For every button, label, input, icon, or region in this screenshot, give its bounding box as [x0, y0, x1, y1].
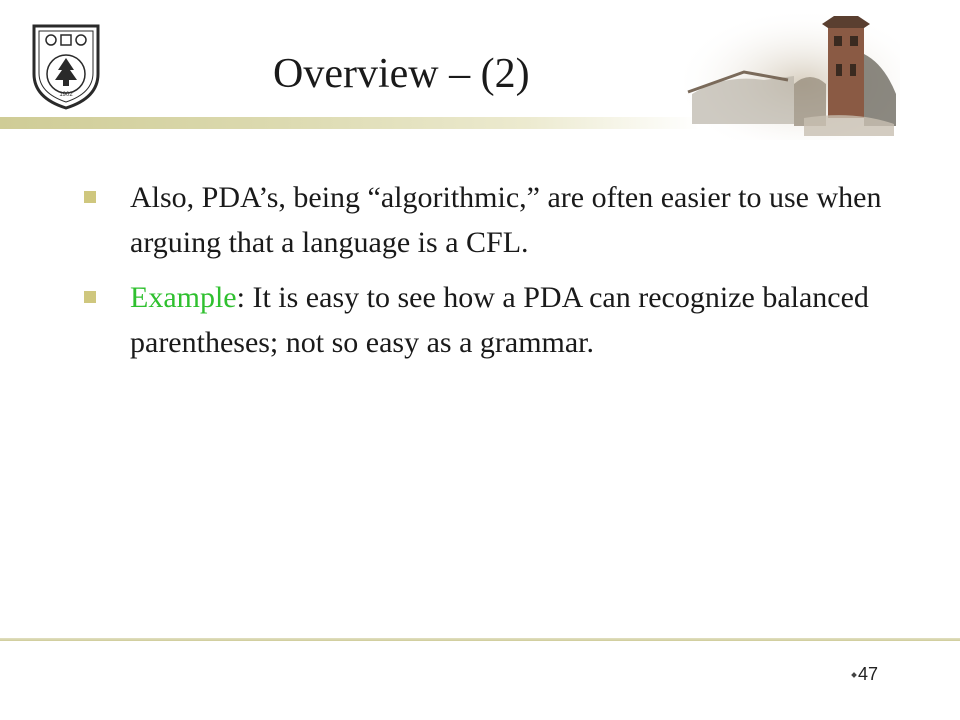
bullet-marker — [84, 191, 96, 203]
bullet-text: : It is easy to see how a PDA can recognize balanced parentheses; not so easy as a grammar. — [130, 281, 869, 359]
title-underline-bar — [0, 117, 700, 129]
bullet-item — [84, 175, 884, 265]
university-logo — [28, 22, 104, 110]
footer-rule — [0, 638, 960, 641]
svg-text:1902: 1902 — [59, 92, 73, 98]
campus-tower-image — [684, 14, 900, 140]
page-number — [852, 664, 878, 685]
bullet-accent-word: Example — [130, 281, 237, 314]
bullet-item — [84, 275, 884, 365]
bullet-marker — [84, 291, 96, 303]
bullet-text: Also, PDA’s, being “algorithmic,” are often easier to use when arguing that a language is a CFL. — [130, 181, 882, 259]
bullet-list — [84, 175, 884, 375]
page-number-dot-icon — [851, 672, 857, 678]
page-number-text: 47 — [858, 664, 879, 684]
page-title: Overview – (2) — [273, 51, 530, 97]
